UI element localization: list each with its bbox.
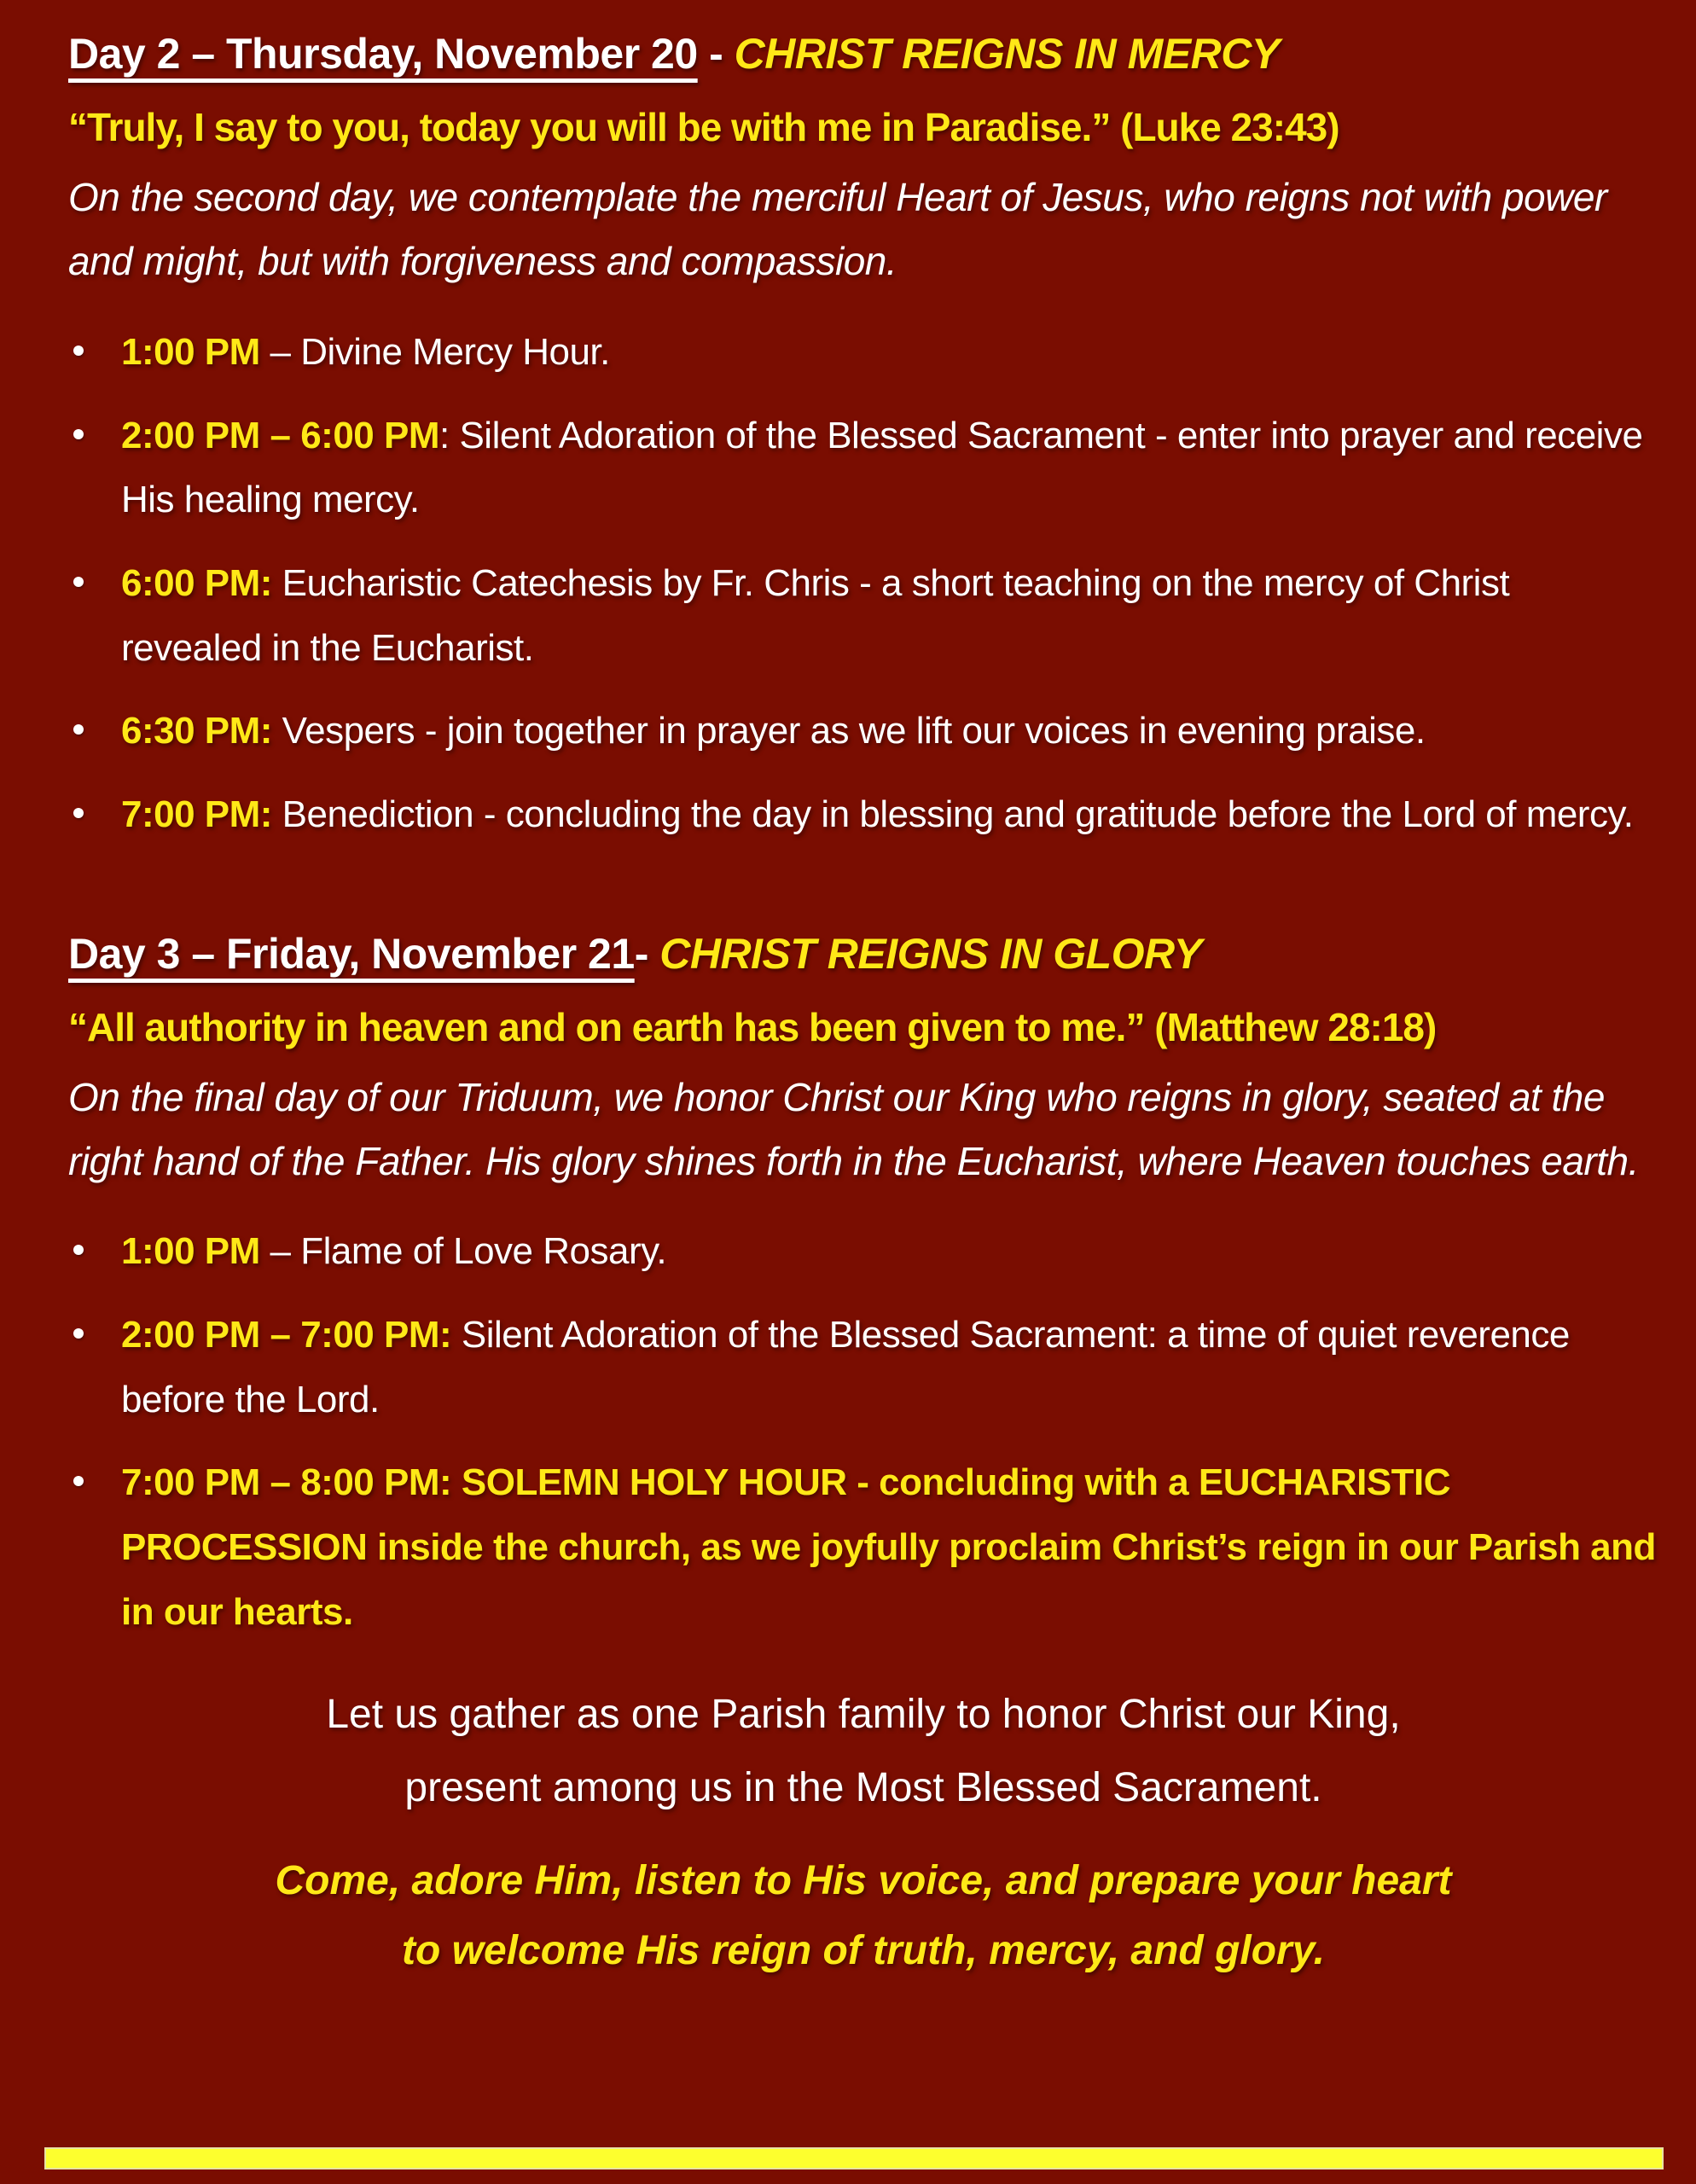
- schedule-desc: Eucharistic Catechesis by Fr. Chris - a short teaching on the mercy of Christ revealed in the Eucharist.: [121, 561, 1510, 669]
- day3-heading: [68, 929, 1658, 979]
- day3-heading-separator: -: [634, 929, 660, 978]
- schedule-time: 2:00 PM – 7:00 PM:: [121, 1314, 452, 1356]
- closing-invitation: [68, 1678, 1658, 1824]
- schedule-time: 7:00 PM – 8:00 PM:: [121, 1461, 452, 1504]
- bullet-icon: [73, 724, 84, 735]
- schedule-time: 2:00 PM – 6:00 PM: [121, 414, 439, 456]
- schedule-time: 6:00 PM:: [121, 561, 272, 604]
- day2-schedule-list: [68, 320, 1658, 847]
- bullet-icon: [73, 346, 84, 356]
- day2-heading-date: Day 2 – Thursday, November 20: [68, 30, 698, 78]
- schedule-item: [68, 320, 1658, 385]
- day2-heading-separator: -: [697, 30, 735, 78]
- schedule-desc: – Flame of Love Rosary.: [259, 1230, 667, 1273]
- day3-intro-paragraph: On the final day of our Triduum, we honor Christ our King who reigns in glory, seated at the right hand of the Father. His glory shines forth in the Eucharist, where Heaven touches earth.: [68, 1074, 1639, 1184]
- day3-heading-date: Day 3 – Friday, November 21: [68, 929, 635, 978]
- schedule-desc: : Silent Adoration of the Blessed Sacrament - enter into prayer and receive His healing mercy.: [121, 414, 1643, 521]
- bullet-icon: [73, 1245, 84, 1255]
- schedule-item: [68, 1450, 1658, 1644]
- schedule-desc: Benediction - concluding the day in blessing and gratitude before the Lord of mercy.: [271, 793, 1634, 835]
- schedule-time: 1:00 PM: [121, 1230, 260, 1273]
- closing-exhortation-line: to welcome His reign of truth, mercy, and glory.: [402, 1927, 1325, 1973]
- schedule-desc: – Divine Mercy Hour.: [259, 330, 610, 373]
- bullet-icon: [73, 1328, 84, 1339]
- schedule-item: [68, 404, 1658, 532]
- schedule-time: 7:00 PM:: [121, 793, 272, 835]
- schedule-item: [68, 1219, 1658, 1284]
- day2-scripture-quote: “Truly, I say to you, today you will be with me in Paradise.” (Luke 23:43): [68, 105, 1339, 149]
- bullet-icon: [73, 577, 84, 587]
- schedule-time: 1:00 PM: [121, 330, 260, 373]
- bullet-icon: [73, 808, 84, 818]
- schedule-item: [68, 782, 1658, 847]
- day3-schedule-list: [68, 1219, 1658, 1644]
- bullet-icon: [73, 429, 84, 439]
- schedule-item: [68, 551, 1658, 680]
- closing-exhortation-line: Come, adore Him, listen to His voice, and prepare your heart: [275, 1858, 1452, 1904]
- schedule-desc-highlighted: SOLEMN HOLY HOUR - concluding with a EUCHARISTIC PROCESSION inside the church, as we joyfully proclaim Christ’s reign in our Parish and in our hearts.: [121, 1461, 1656, 1633]
- bottom-accent-bar: [44, 2147, 1664, 2169]
- day3-heading-title: CHRIST REIGNS IN GLORY: [659, 929, 1202, 978]
- closing-invitation-line: Let us gather as one Parish family to honor Christ our King,: [326, 1692, 1401, 1738]
- schedule-item: [68, 1303, 1658, 1432]
- schedule-desc: Silent Adoration of the Blessed Sacrament: a time of quiet reverence before the Lord.: [121, 1314, 1570, 1420]
- closing-exhortation: [68, 1846, 1658, 1985]
- day3-section: [68, 929, 1658, 1645]
- bullet-icon: [73, 1476, 84, 1486]
- day2-heading: [68, 29, 1658, 78]
- day2-section: [68, 29, 1658, 847]
- closing-invitation-line: present among us in the Most Blessed Sacrament.: [404, 1764, 1322, 1810]
- day2-heading-title: CHRIST REIGNS IN MERCY: [734, 30, 1280, 78]
- day2-intro-paragraph: On the second day, we contemplate the merciful Heart of Jesus, who reigns not with power and might, but with forgiveness and compassion.: [68, 175, 1607, 284]
- schedule-item: [68, 699, 1658, 764]
- schedule-time: 6:30 PM:: [121, 710, 272, 752]
- schedule-desc: Vespers - join together in prayer as we lift our voices in evening praise.: [271, 710, 1426, 752]
- day3-scripture-quote: “All authority in heaven and on earth has been given to me.” (Matthew 28:18): [68, 1004, 1437, 1049]
